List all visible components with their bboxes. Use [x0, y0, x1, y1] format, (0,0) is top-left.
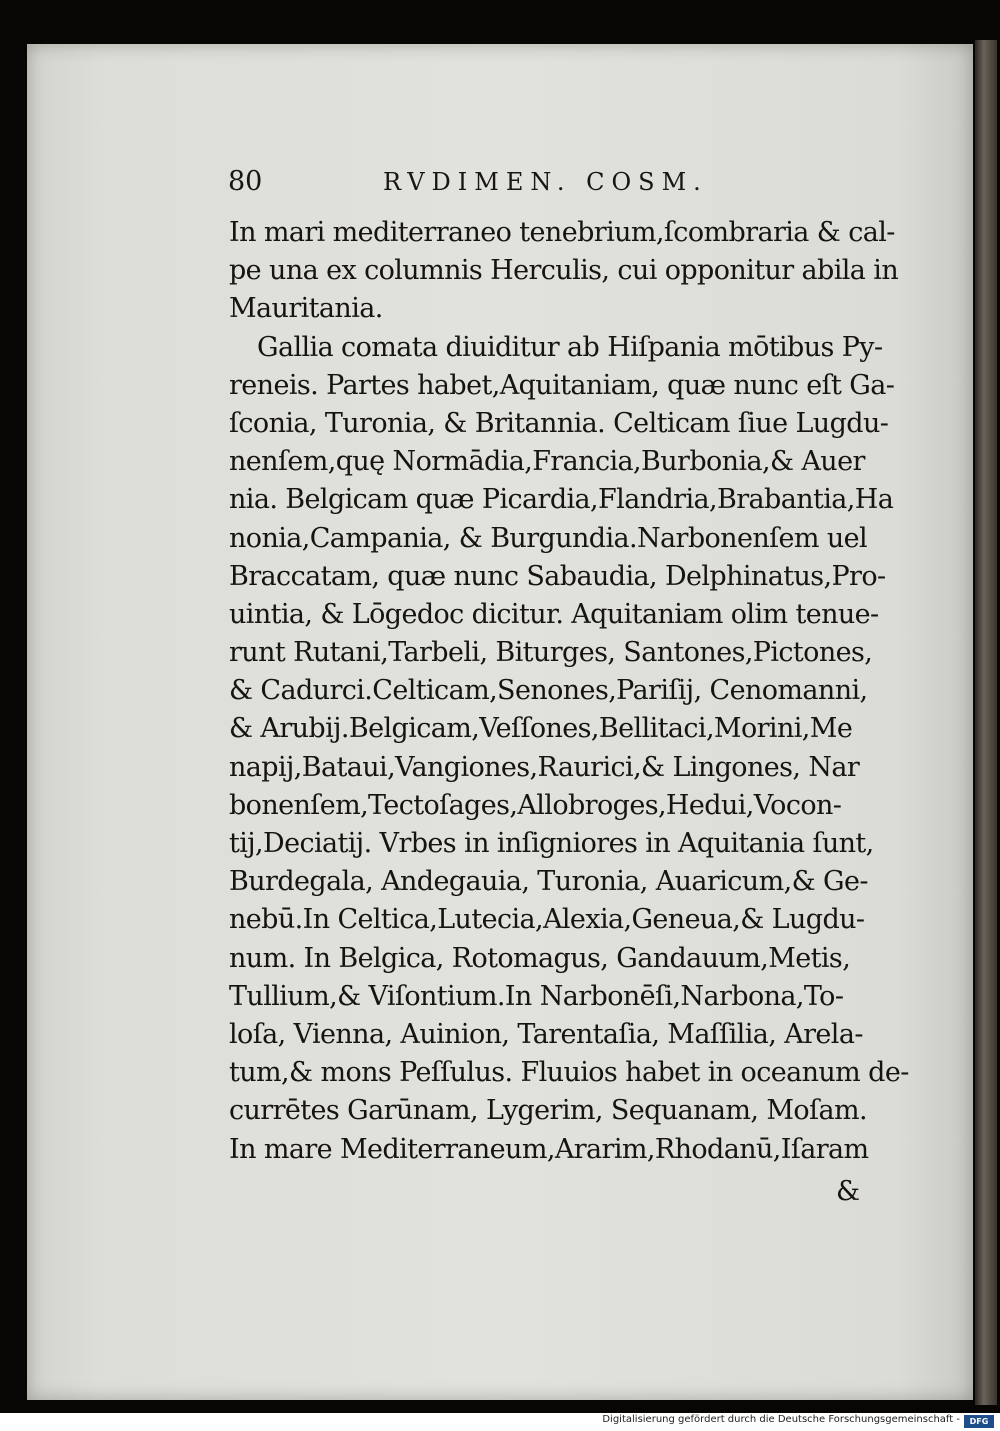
text-line: Gallia comata diuiditur ab Hiſpania mōtibus Py- [257, 331, 883, 363]
text-line: Braccatam, quæ nunc Sabaudia, Delphinatus,Pro- [229, 560, 886, 592]
catchword: & [836, 1176, 861, 1207]
text-line: nenſem,quę Normādia,Francia,Burbonia,& Auer [229, 446, 865, 478]
text-line: & Cadurci.Celticam,Senones,Pariſij, Cenomanni, [229, 675, 868, 707]
footer-credit-text: Digitalisierung gefördert durch die Deutsche Forschungsgemeinschaft - [602, 1414, 960, 1425]
text-line: pe una ex columnis Herculis, cui opponitur abila in [229, 255, 899, 287]
text-line: napij,Bataui,Vangiones,Raurici,& Lingones, Nar [229, 751, 860, 783]
page-number: 80 [228, 166, 263, 197]
text-line: nonia,Campania, & Burgundia.Narbonenſem uel [229, 522, 868, 554]
text-line: tum,& mons Peſſulus. Fluuios habet in oceanum de- [229, 1057, 909, 1089]
footer-credit-bar [0, 1413, 1000, 1431]
text-line: runt Rutani,Tarbeli, Biturges, Santones,Pictones, [229, 637, 873, 669]
text-line: reneis. Partes habet,Aquitaniam, quæ nunc eſt Ga- [229, 369, 895, 401]
text-line: ſconia, Turonia, & Britannia. Celticam ſiue Lugdu- [229, 407, 889, 439]
text-line: loſa, Vienna, Auinion, Tarentaſia, Maſſilia, Arela- [229, 1018, 863, 1050]
text-line: tij,Deciatij. Vrbes in inſigniores in Aquitania ſunt, [229, 828, 874, 859]
text-line: In mari mediterraneo tenebrium,ſcombraria & cal- [229, 217, 895, 248]
dfg-logo-icon: DFG [964, 1415, 994, 1428]
running-title: RVDIMEN. COSM. [383, 168, 708, 196]
text-line: Tullium,& Viſontium.In Narbonēſi,Narbona,To- [229, 980, 844, 1012]
running-head [228, 166, 748, 206]
text-line: Mauritania. [229, 293, 383, 325]
book-edge [975, 40, 997, 1405]
text-line: nia. Belgicam quæ Picardia,Flandria,Brabantia,Ha [229, 484, 894, 516]
text-line: uintia, & Lōgedoc dicitur. Aquitaniam olim tenue- [229, 598, 879, 630]
text-line: Burdegala, Andegauia, Turonia, Auaricum,& Ge- [229, 866, 868, 898]
text-block [229, 214, 909, 1169]
text-line: & Arubij.Belgicam,Veſſones,Bellitaci,Morini,Me [229, 713, 853, 745]
text-line: currētes Garūnam, Lygerim, Sequanam, Moſam. [229, 1095, 867, 1127]
text-line: num. In Belgica, Rotomagus, Gandauum,Metis, [229, 942, 851, 974]
text-line: nebū.In Celtica,Lutecia,Alexia,Geneua,& Lugdu- [229, 904, 865, 936]
text-line: bonenſem,Tectoſages,Allobroges,Hedui,Vocon- [229, 789, 842, 821]
text-line: In mare Mediterraneum,Ararim,Rhodanū,Iſaram [229, 1133, 869, 1165]
